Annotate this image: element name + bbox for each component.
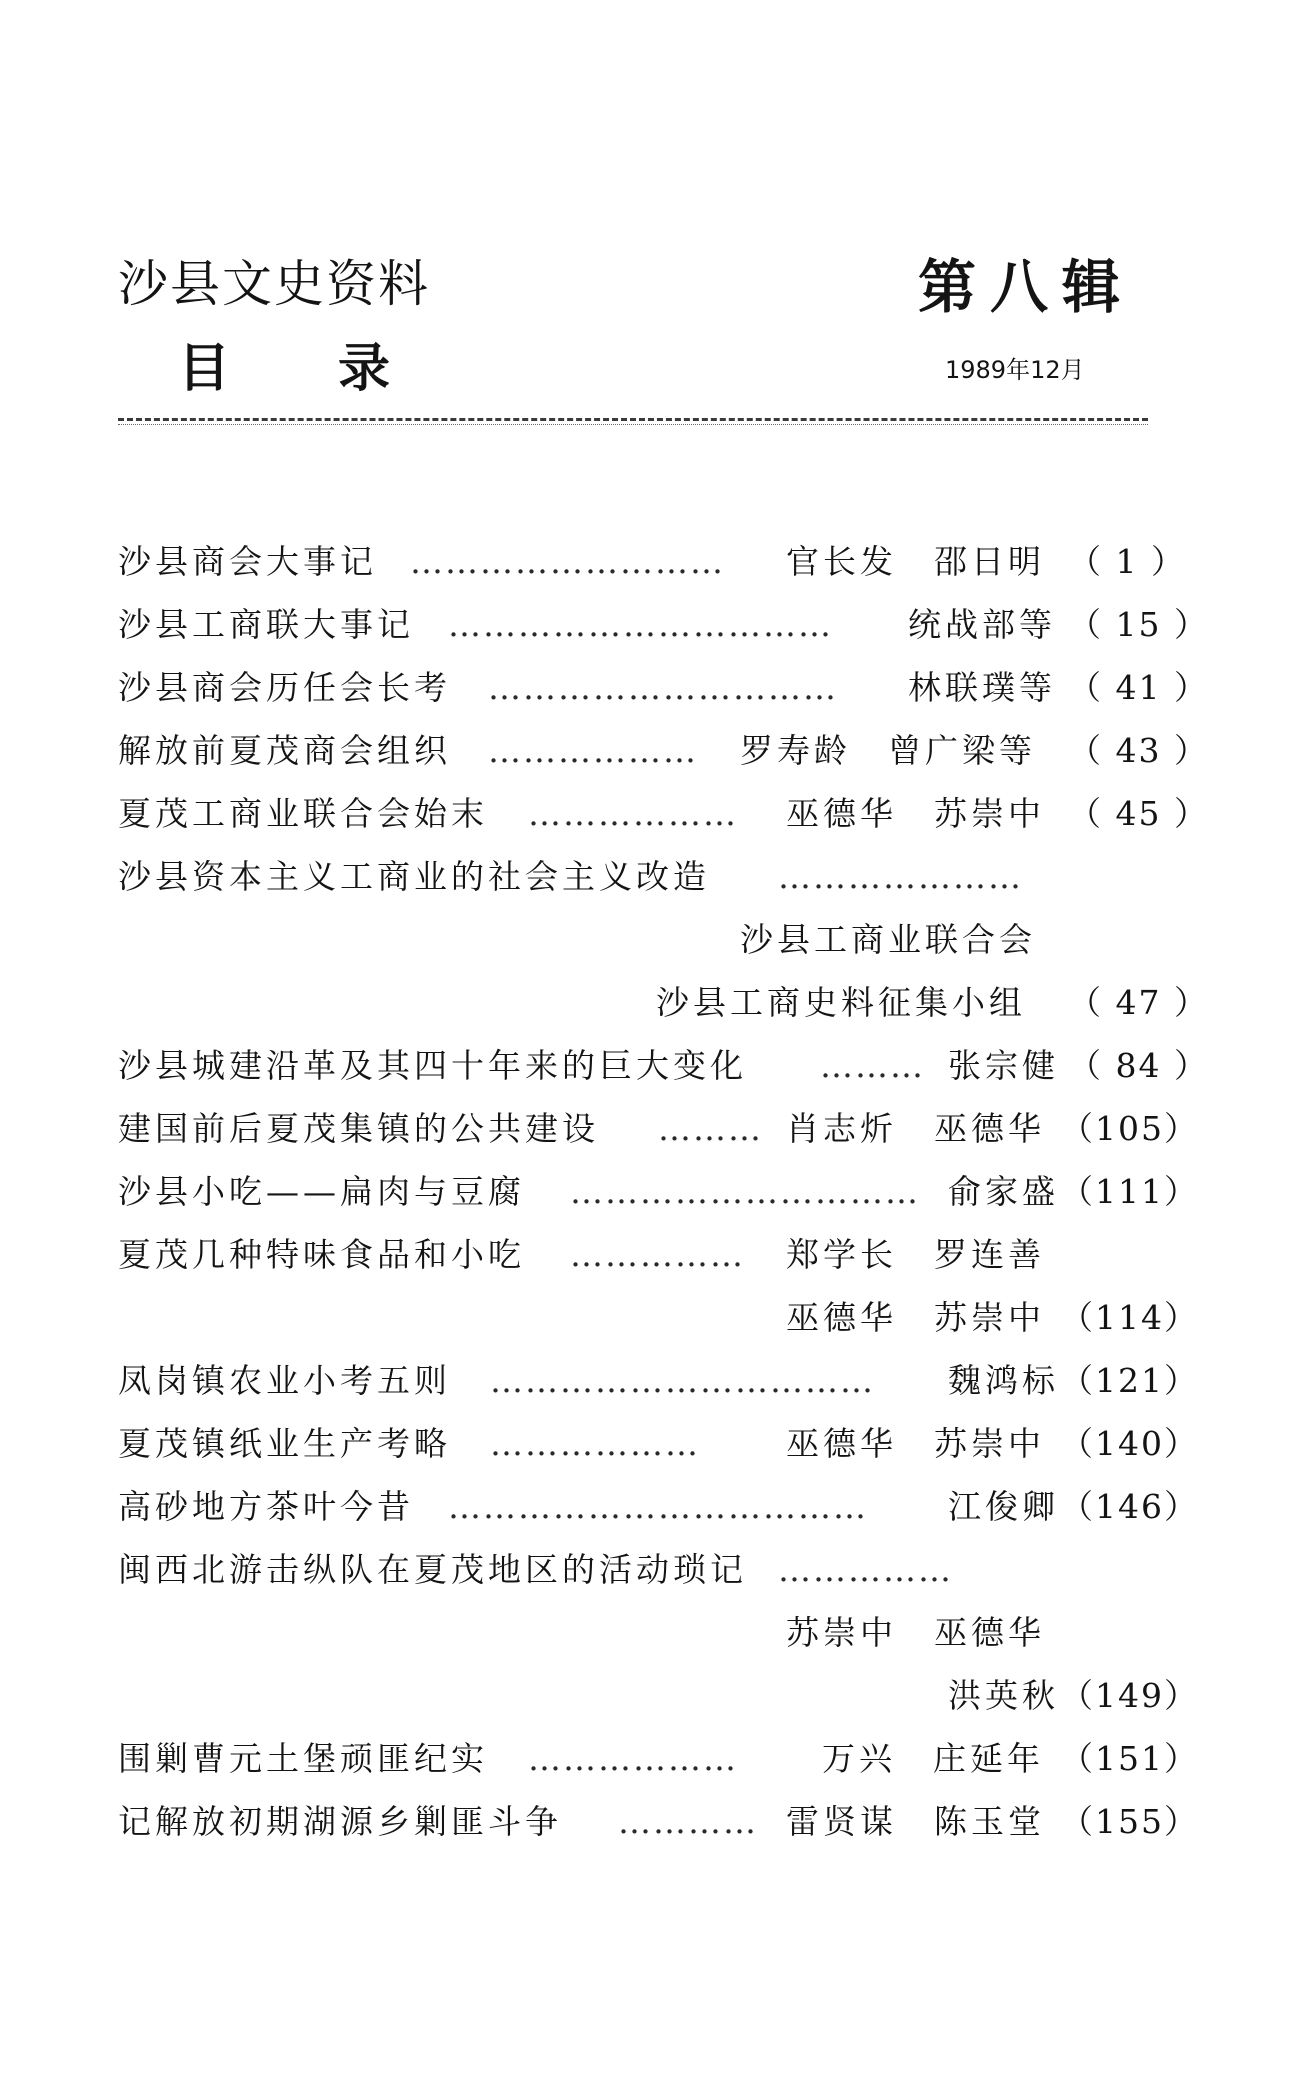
entry-title: 沙县城建沿革及其四十年来的巨大变化 [118,1046,747,1085]
entry-author: 张宗健 [948,1046,1059,1085]
entry-page: （151） [1060,1739,1199,1778]
entry-title: 沙县小吃——扁肉与豆腐 [118,1172,525,1211]
toc-entry[interactable] [118,1538,1193,1601]
entry-page: （146） [1060,1487,1199,1526]
dot-leader: ……… [820,1046,925,1085]
toc-entry[interactable] [118,1034,1209,1097]
dot-leader: ……………… [490,1424,700,1463]
toc-entry-continuation[interactable] [118,971,1209,1034]
entry-title: 沙县工商联大事记 [118,605,414,644]
entry-page: （121） [1060,1361,1199,1400]
entry-page: （ 47 ） [1068,983,1209,1022]
entry-author: 巫德华 苏崇中 [786,794,1045,833]
toc-entry[interactable] [118,1223,1193,1286]
entry-author: 江俊卿 [948,1487,1059,1526]
publication-date: 1989年12月 [945,356,1085,384]
entry-title: 凤岗镇农业小考五则 [118,1361,451,1400]
entry-author: 罗寿龄 曾广梁等 [740,731,1036,770]
toc-entry-continuation[interactable] [118,1286,1199,1349]
entry-title: 建国前后夏茂集镇的公共建设 [118,1109,599,1148]
entry-title: 夏茂镇纸业生产考略 [118,1424,451,1463]
entry-title: 闽西北游击纵队在夏茂地区的活动琐记 [118,1550,747,1589]
dot-leader: …………………………… [490,1361,875,1400]
toc-heading: 目录 [178,339,499,399]
entry-page: （ 45 ） [1068,794,1209,833]
toc-entry[interactable] [118,656,1209,719]
dot-leader: ……………………… [410,542,725,581]
entry-page: （ 15 ） [1068,605,1209,644]
entry-page: （111） [1060,1172,1199,1211]
entry-page: （ 41 ） [1068,668,1209,707]
entry-author: 万兴 庄延年 [822,1739,1044,1778]
dot-leader: ……………………………… [448,1487,868,1526]
entry-page: （114） [1060,1298,1199,1337]
dot-leader: …………………………… [448,605,833,644]
dot-leader: ……………… [488,731,698,770]
dot-leader: ………………………… [488,668,838,707]
entry-title: 沙县商会大事记 [118,542,377,581]
dot-leader: ………………… [778,857,1023,896]
entry-author: 统战部等 [908,605,1056,644]
dot-leader: …………… [778,1550,953,1589]
header-divider-fine [118,424,1148,425]
entry-author: 洪英秋 [948,1676,1059,1715]
toc-entry[interactable] [118,845,1193,908]
table-of-contents [118,530,1209,1853]
toc-entry[interactable] [118,1349,1199,1412]
entry-page: （ 1 ） [1068,542,1186,581]
toc-entry[interactable] [118,530,1193,593]
dot-leader: ……………… [528,794,738,833]
toc-entry[interactable] [118,1097,1199,1160]
toc-entry[interactable] [118,593,1209,656]
entry-author: 沙县工商业联合会 [740,920,1036,959]
entry-author: 俞家盛 [948,1172,1059,1211]
entry-page: （ 84 ） [1068,1046,1209,1085]
entry-title: 夏茂工商业联合会始末 [118,794,488,833]
entry-title: 沙县商会历任会长考 [118,668,451,707]
entry-author: 巫德华 苏崇中 [786,1424,1045,1463]
dot-leader: ………… [618,1802,758,1841]
entry-author: 魏鸿标 [948,1361,1059,1400]
volume-number: 第八辑 [918,253,1135,321]
entry-author: 郑学长 罗连善 [786,1235,1045,1274]
entry-title: 夏茂几种特味食品和小吃 [118,1235,525,1274]
toc-entry[interactable] [118,1475,1199,1538]
entry-title: 高砂地方茶叶今昔 [118,1487,414,1526]
entry-page: （ 43 ） [1068,731,1209,770]
entry-title: 记解放初期湖源乡剿匪斗争 [118,1802,562,1841]
entry-title: 沙县资本主义工商业的社会主义改造 [118,857,710,896]
series-title: 沙县文史资料 [118,255,430,313]
header-divider [118,418,1148,421]
entry-author: 巫德华 苏崇中 [786,1298,1045,1337]
entry-author: 林联璞等 [908,668,1056,707]
entry-page: （140） [1060,1424,1199,1463]
dot-leader: ……………… [528,1739,738,1778]
entry-author: 官长发 邵日明 [786,542,1045,581]
toc-entry[interactable] [118,782,1209,845]
entry-page: （105） [1060,1109,1199,1148]
entry-page: （149） [1060,1676,1199,1715]
entry-author: 肖志炘 巫德华 [786,1109,1045,1148]
dot-leader: ……… [658,1109,763,1148]
toc-entry[interactable] [118,719,1209,782]
toc-entry-continuation[interactable] [118,1664,1199,1727]
toc-entry[interactable] [118,1727,1199,1790]
entry-title: 围剿曹元土堡顽匪纪实 [118,1739,488,1778]
entry-author: 沙县工商史料征集小组 [656,983,1026,1022]
dot-leader: ………………………… [570,1172,920,1211]
toc-entry-continuation [118,908,1193,971]
entry-author: 苏崇中 巫德华 [786,1613,1045,1652]
toc-entry[interactable] [118,1160,1199,1223]
entry-author: 雷贤谋 陈玉堂 [786,1802,1045,1841]
toc-entry-continuation [118,1601,1193,1664]
toc-entry[interactable] [118,1790,1199,1853]
entry-title: 解放前夏茂商会组织 [118,731,451,770]
entry-page: （155） [1060,1802,1199,1841]
dot-leader: …………… [570,1235,745,1274]
toc-entry[interactable] [118,1412,1199,1475]
